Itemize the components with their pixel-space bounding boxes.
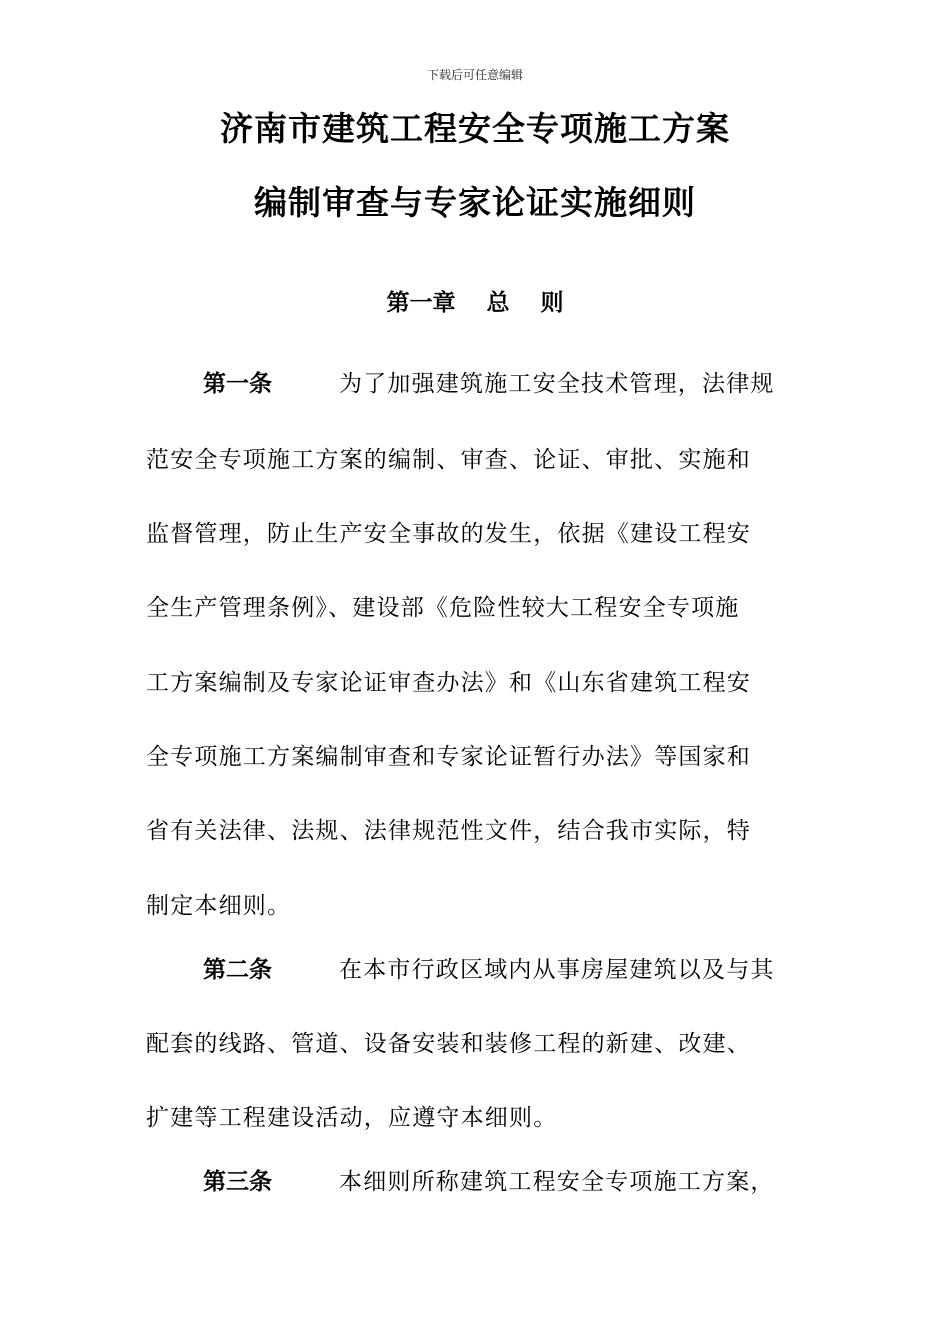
article-2-line-3: 扩建等工程建设活动，应遵守本细则。 [146,1105,558,1131]
document-title-line-1: 济南市建筑工程安全专项施工方案 [220,109,730,148]
article-3-first-line [203,1168,873,1196]
article-1-line-5: 工方案编制及专家论证审查办法》和《山东省建筑工程安 [146,670,751,696]
article-2-first-line [203,956,873,984]
chapter-heading: 第一章 总 则 [386,290,564,316]
article-1-line-4: 全生产管理条例》、建设部《危险性较大工程安全专项施 [146,595,740,621]
article-2-label: 第二条 [203,957,272,983]
article-1-line-2: 范安全专项施工方案的编制、审查、论证、审批、实施和 [146,447,751,473]
article-1-line-6: 全专项施工方案编制审查和专家论证暂行办法》等国家和 [146,744,751,770]
article-3-label: 第三条 [203,1169,272,1195]
document-title-line-2: 编制审查与专家论证实施细则 [254,183,696,222]
article-1-line-8: 制定本细则。 [146,893,292,919]
article-1-line-7: 省有关法律、法规、法律规范性文件，结合我市实际，特 [146,818,751,844]
article-1-first-line [203,370,873,398]
article-3-line-1: 本细则所称建筑工程安全专项施工方案， [339,1169,775,1195]
article-1-label: 第一条 [203,371,272,397]
article-2-line-2: 配套的线路、管道、设备安装和装修工程的新建、改建、 [146,1031,751,1057]
article-2-line-1: 在本市行政区域内从事房屋建筑以及与其 [339,957,775,983]
article-1-line-3: 监督管理，防止生产安全事故的发生，依据《建设工程安 [146,521,751,547]
article-1-line-1: 为了加强建筑施工安全技术管理，法律规 [339,371,775,397]
header-note: 下载后可任意编辑 [426,68,523,82]
